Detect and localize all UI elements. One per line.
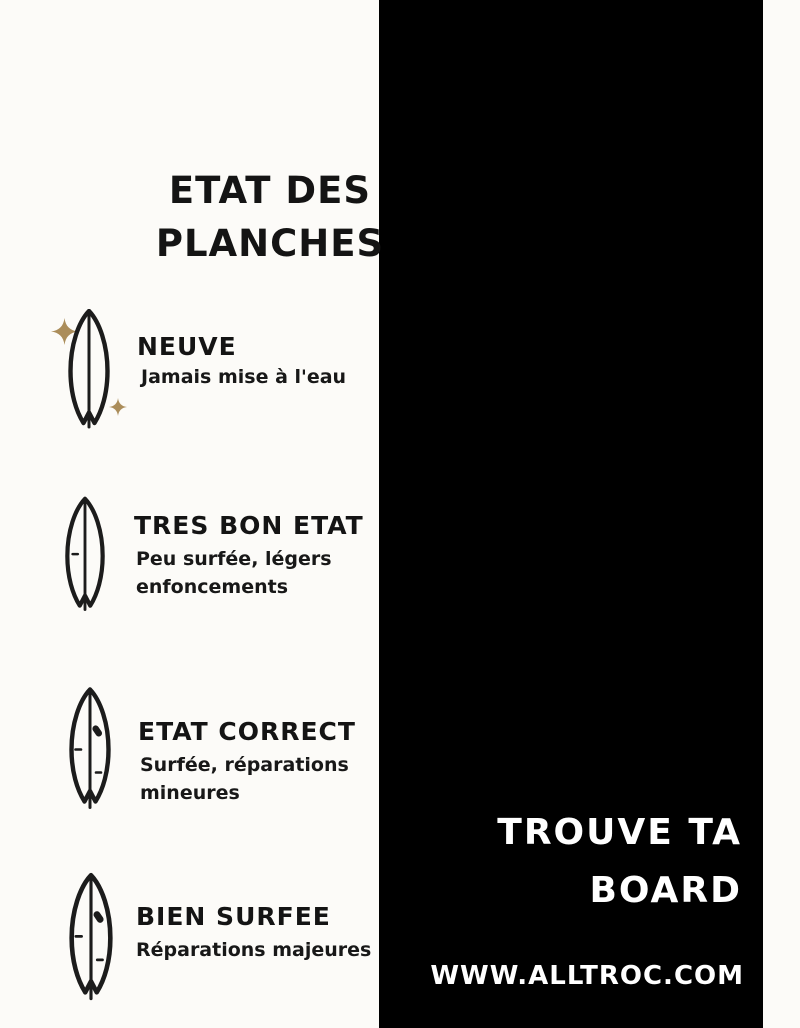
condition-label: BIEN SURFEE	[136, 902, 331, 931]
page-title	[148, 164, 392, 270]
condition-description: Surfée, réparations mineures	[140, 754, 349, 804]
condition-label: TRES BON ETAT	[134, 511, 364, 540]
condition-description: Peu surfée, légers enfoncements	[136, 548, 332, 598]
website-url: WWW.ALLTROC.COM	[430, 961, 744, 991]
condition-description: Réparations majeures	[136, 939, 372, 961]
panel-headline-line1: TROUVE TA	[497, 812, 742, 853]
page-title-line1: ETAT DES	[168, 169, 372, 212]
condition-label: NEUVE	[137, 332, 237, 361]
condition-label: ETAT CORRECT	[138, 717, 356, 746]
surfboard-major-repairs-icon	[68, 871, 114, 1007]
page-title-line2: PLANCHES	[155, 222, 385, 265]
panel-headline	[379, 804, 742, 920]
surfboard-minor-repairs-icon	[68, 687, 112, 814]
condition-description: Jamais mise à l'eau	[141, 366, 347, 388]
side-panel	[379, 0, 763, 1028]
panel-headline-line2: BOARD	[589, 870, 742, 911]
surfboard-new-icon	[66, 309, 112, 435]
surfboard-light-dings-icon	[64, 493, 106, 621]
